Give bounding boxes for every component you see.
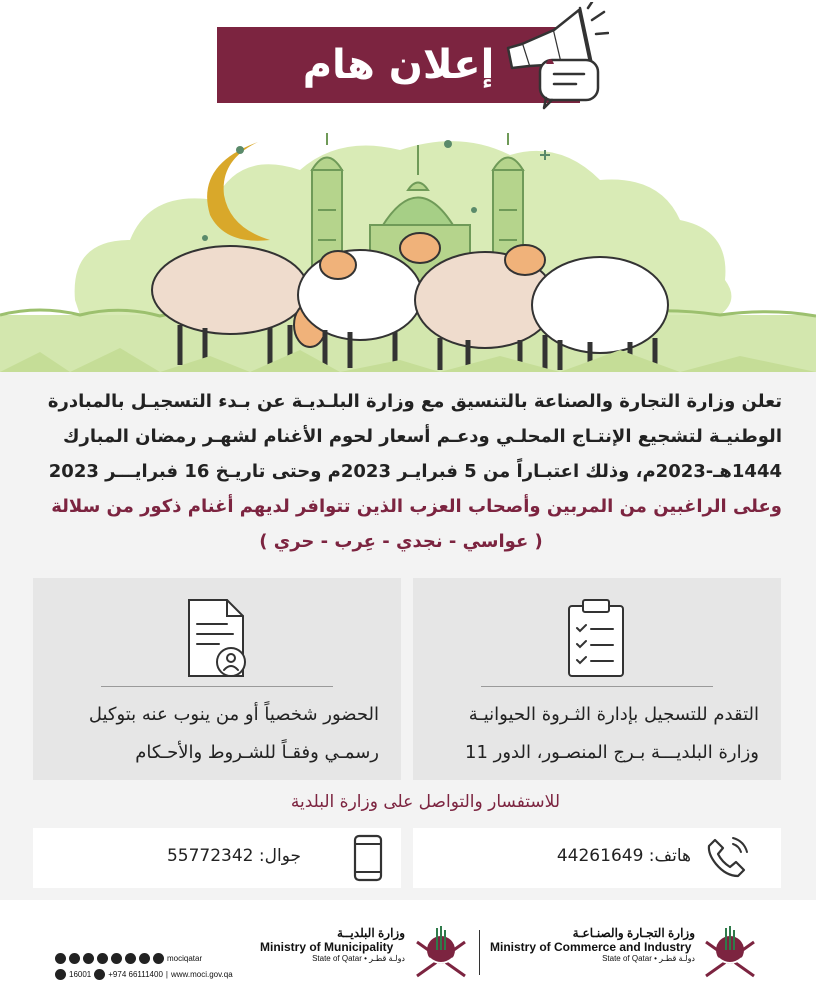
clipboard-checklist-icon [561,596,631,680]
mosque-sheep-illustration [0,120,816,372]
youtube-icon[interactable] [97,953,108,964]
box-divider [101,686,333,687]
ministry-municipality-state: State of Qatar • دولـة قطـر [312,954,405,963]
whatsapp-number[interactable]: +974 66111400 [108,969,163,979]
ministry-divider [479,930,480,975]
phone-bar [413,828,781,888]
ministry-commerce [490,926,695,963]
facebook-icon[interactable] [55,953,66,964]
attendance-text [51,696,379,772]
megaphone-icon [484,2,609,110]
attendance-line-1: الحضور شخصياً أو من ينوب عنه بتوكيل [88,704,379,725]
whatsapp-icon [94,969,105,980]
registration-location-text [431,696,759,772]
qatar-emblem-municipality-logo [411,922,471,984]
mobile-number[interactable]: جوال: 55772342 [166,846,301,866]
social-icons-row [55,950,233,966]
ministry-municipality-en: Ministry of Municipality [260,940,394,954]
mobile-icon [343,834,391,882]
phone-number[interactable]: هاتف: 44261649 [556,846,691,866]
linkedin-icon[interactable] [153,953,164,964]
instagram-icon[interactable] [83,953,94,964]
announcement-line-1: تعلن وزارة التجارة والصناعة بالتنسيق مع وزارة البلـديـة عن بـدء التسجيـل بالمبادرة [47,391,782,412]
breeds-list: ( عواسي - نجدي - عِرب - حري ) [259,531,543,552]
registration-line-2: وزارة البلديـــة بـرج المنصـور، الدور 11 [465,742,759,763]
announcement-highlight: وعلى الراغبين من المربين وأصحاب العزب الذين تتوافر لديهم أغنام ذكور من سلالة [51,496,782,517]
contact-title: للاستفسار والتواصل على وزارة البلدية [290,792,560,812]
phone-icon [703,834,751,882]
announcement-line-2: الوطنيـة لتشجيع الإنتـاج المحلـي ودعـم أسعار لحوم الأغنام لشهـر رمضان المبارك [62,426,782,447]
ministry-municipality-ar: وزارة البلديــة [336,926,405,940]
website-link[interactable]: www.moci.gov.qa [170,969,233,979]
announcement-body [20,384,782,559]
snapchat-icon[interactable] [111,953,122,964]
attendance-box [33,578,401,780]
box-divider [481,686,713,687]
ministry-commerce-en: Ministry of Commerce and Industry [490,940,692,954]
ministry-commerce-state: State of Qatar • دولـة قطـر [602,954,695,963]
ministry-commerce-ar: وزارة التجـارة والصنـاعـة [572,926,695,940]
tiktok-icon[interactable] [139,953,150,964]
hotline-icon [55,969,66,980]
registration-location-box [413,578,781,780]
telegram-icon[interactable] [125,953,136,964]
announcement-line-3: 1444هـ-2023م، وذلك اعتبـاراً من 5 فبرايـر 2023م وحتى تاريـخ 16 فبرايـــر 2023 [48,461,782,482]
ministry-municipality [260,926,405,963]
mobile-bar [33,828,401,888]
scene-illustration [0,120,816,372]
hotline-number[interactable]: 16001 [69,969,92,979]
qatar-emblem-commerce-logo [700,922,760,984]
attendance-line-2: رسمـي وفقـاً للشـروط والأحـكام [135,742,379,763]
registration-line-1: التقدم للتسجيل بإدارة الثـروة الحيوانيـة [468,704,759,725]
social-links [55,950,233,982]
document-person-icon [181,596,251,680]
contact-row: 16001 +974 66111400 | www.moci.gov.qa [55,966,233,982]
header-area [0,0,816,120]
social-handle[interactable]: mociqatar [167,953,203,963]
twitter-icon[interactable] [69,953,80,964]
announcement-title: إعلان هام [217,27,580,103]
